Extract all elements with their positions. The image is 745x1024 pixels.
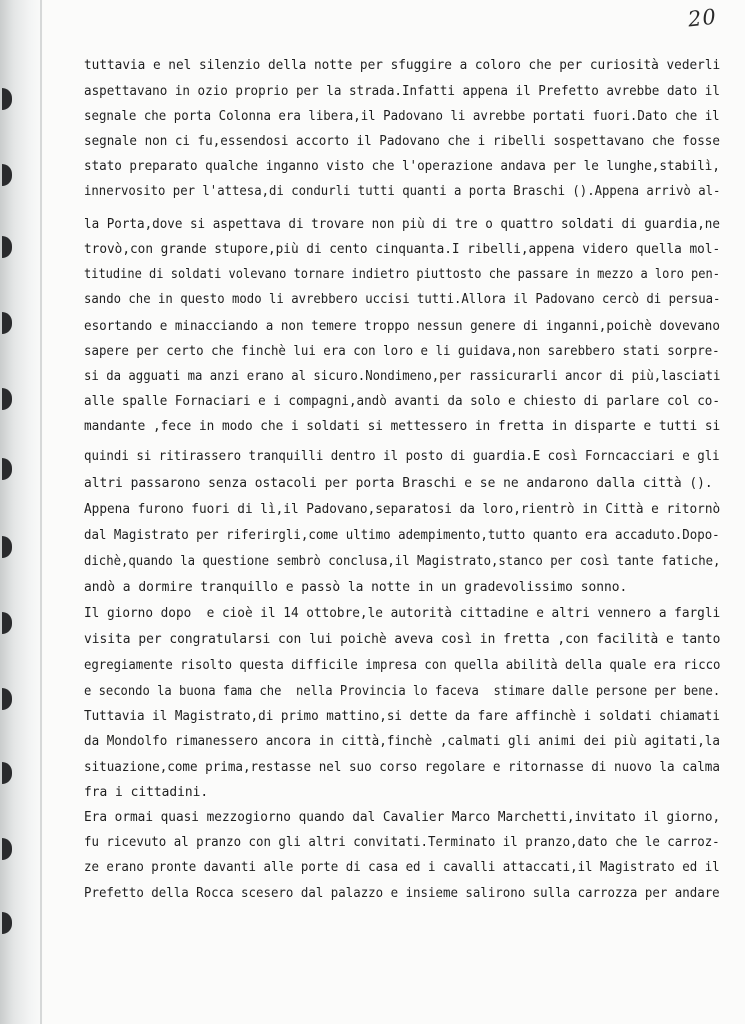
text-line: Appena furono fuori di lì,il Padovano,separatosi da loro,rientrò in Città e ritornò xyxy=(84,502,721,517)
text-line: Tuttavia il Magistrato,di primo mattino,si dette da fare affinchè i soldati chiamati xyxy=(84,709,720,724)
binder-edge xyxy=(0,0,44,1024)
page-edge-line xyxy=(40,0,42,1024)
text-line: fra i cittadini. xyxy=(84,785,209,800)
text-line: quindi si ritirassero tranquilli dentro il posto di guardia.E così Forncacciari e gli xyxy=(84,449,720,464)
text-line: innervosito per l'attesa,di condurli tutti quanti a porta Braschi ().Appena arrivò al- xyxy=(84,184,721,199)
text-line: aspettavano in ozio proprio per la strada.Infatti appena il Prefetto avrebbe dato il xyxy=(84,84,720,99)
text-line: la Porta,dove si aspettava di trovare non più di tre o quattro soldati di guardia,ne xyxy=(84,217,720,232)
text-line: e secondo la buona fama che nella Provincia lo faceva stimare dalle persone per bene. xyxy=(84,684,721,699)
text-line: situazione,come prima,restasse nel suo corso regolare e ritornasse di nuovo la calma xyxy=(84,760,720,775)
text-line: dal Magistrato per riferirgli,come ultimo adempimento,tutto quanto era accaduto.Dopo- xyxy=(84,528,720,543)
text-line: mandante ,fece in modo che i soldati si mettessero in fretta in disparte e tutti si xyxy=(84,419,721,434)
text-line: dichè,quando la questione sembrò conclusa,il Magistrato,stanco per così tante fatiche, xyxy=(84,554,721,569)
text-line: ze erano pronte davanti alle porte di casa ed i cavalli attaccati,il Magistrato ed il xyxy=(84,860,720,875)
page-number: 20 xyxy=(686,4,718,32)
text-line: titudine di soldati volevano tornare indietro piuttosto che passare in mezzo a loro pen- xyxy=(84,267,720,282)
text-line: da Mondolfo rimanessero ancora in città,finchè ,calmati gli animi dei più agitati,la xyxy=(84,734,720,749)
text-line: segnale non ci fu,essendosi accorto il Padovano che i ribelli sospettavano che fosse xyxy=(84,134,720,149)
text-line: Prefetto della Rocca scesero dal palazzo e insieme salirono sulla carrozza per andare xyxy=(84,886,720,901)
text-line: alle spalle Fornaciari e i compagni,andò avanti da solo e chiesto di parlare col co- xyxy=(84,394,720,409)
text-line: segnale che porta Colonna era libera,il Padovano li avrebbe portati fuori.Dato che il xyxy=(84,109,720,124)
text-line: tuttavia e nel silenzio della notte per sfuggire a coloro che per curiosità vederli xyxy=(84,58,721,73)
text-line: stato preparato qualche inganno visto che l'operazione andava per le lunghe,stabilì, xyxy=(84,159,720,174)
text-line: Il giorno dopo e cioè il 14 ottobre,le autorità cittadine e altri vennero a fargli xyxy=(84,606,721,621)
text-line: trovò,con grande stupore,più di cento cinquanta.I ribelli,appena videro quella mol- xyxy=(84,242,721,257)
text-line: sapere per certo che finchè lui era con loro e li guidava,non sarebbero stati sorpre- xyxy=(84,344,720,359)
text-line: andò a dormire tranquillo e passò la notte in un gradevolissimo sonno. xyxy=(84,580,628,595)
text-line: Era ormai quasi mezzogiorno quando dal Cavalier Marco Marchetti,invitato il giorno, xyxy=(84,810,721,825)
text-line: visita per congratularsi con lui poichè aveva così in fretta ,con facilità e tanto xyxy=(84,632,721,647)
text-line: esortando e minacciando a non temere troppo nessun genere di inganni,poichè dovevano xyxy=(84,319,720,334)
text-line: egregiamente risolto questa difficile impresa con quella abilità della quale era ricco xyxy=(84,658,721,673)
text-line: si da agguati ma anzi erano al sicuro.Nondimeno,per rassicurarli ancor di più,lasciati xyxy=(84,369,721,384)
text-line: sando che in questo modo li avrebbero uccisi tutti.Allora il Padovano cercò di persua- xyxy=(84,292,721,307)
text-line: fu ricevuto al pranzo con gli altri convitati.Terminato il pranzo,dato che le carroz- xyxy=(84,835,720,850)
text-line: altri passarono senza ostacoli per porta Braschi e se ne andarono dalla città (). xyxy=(84,476,713,491)
